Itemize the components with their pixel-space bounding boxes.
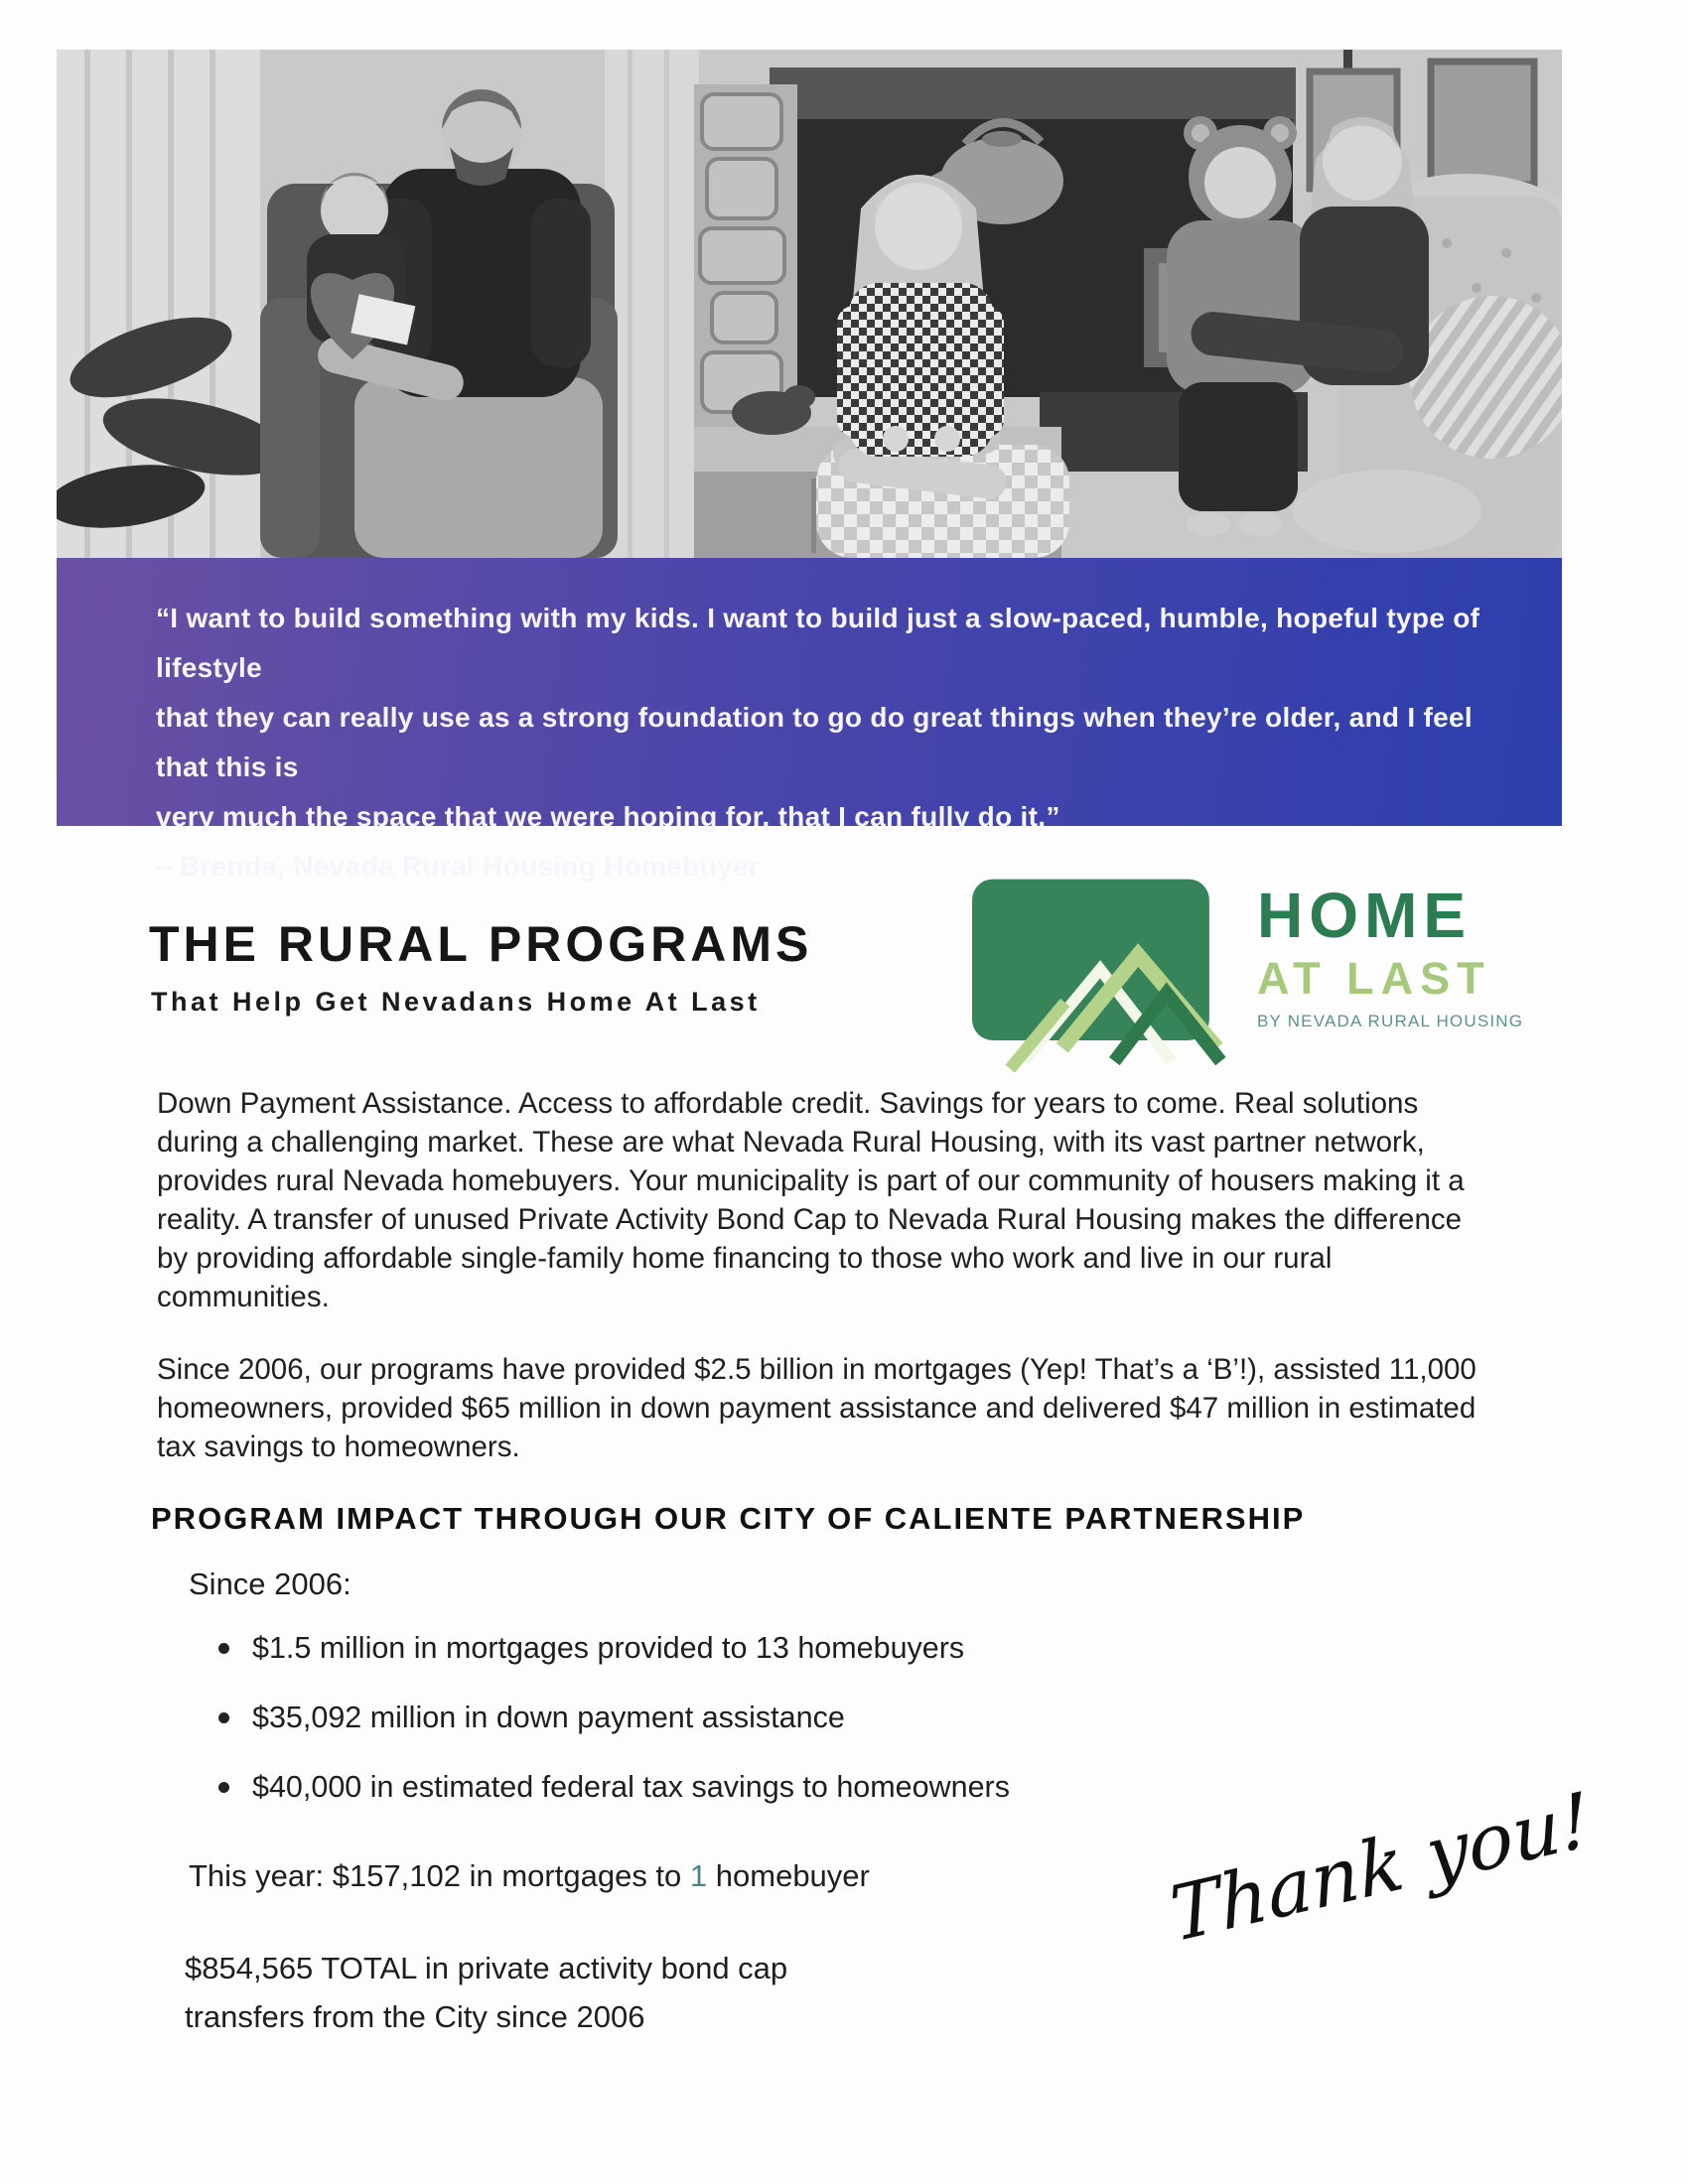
list-item (216, 1769, 1010, 1805)
page-subtitle: That Help Get Nevadans Home At Last (151, 987, 761, 1017)
impact-heading: PROGRAM IMPACT THROUGH OUR CITY OF CALIENTE PARTNERSHIP (151, 1501, 1306, 1536)
this-year-prefix: This year: $157,102 in mortgages to (189, 1858, 690, 1893)
intro-paragraph: Down Payment Assistance. Access to affordable credit. Savings for years to come. Real solutions during a challenging market. These are what Nevada Rural Housing, with its vast partner network, provides rural Nevada homebuyers. Your municipality is part of our community of housers making it a reality. A transfer of unused Private Activity Bond Cap to Nevada Rural Housing makes the difference by providing affordable single-family home financing to those who work and live in our rural communities. (157, 1087, 1465, 1313)
list-item (216, 1630, 1010, 1666)
page-title: THE RURAL PROGRAMS (149, 916, 813, 972)
impact-bullet-list (216, 1630, 1010, 1839)
bullet-text: $1.5 million in mortgages provided to 13 homebuyers (252, 1631, 965, 1665)
list-item (216, 1700, 1010, 1735)
roof-icon (972, 879, 1228, 1075)
home-at-last-logo-icon (972, 879, 1228, 1075)
family-photo-illustration (57, 50, 1562, 558)
family-photo (57, 50, 1562, 558)
this-year-line (189, 1858, 870, 1894)
quote-attribution: – Brenda, Nevada Rural Housing Homebuyer (156, 851, 760, 882)
quote-line-3: very much the space that we were hoping for, that I can fully do it.” (156, 801, 1060, 832)
logo-at-last-text: AT LAST (1257, 953, 1491, 1004)
logo-home-text: HOME (1257, 880, 1472, 951)
bullet-text: $40,000 in estimated federal tax savings to homeowners (252, 1770, 1010, 1804)
quote-banner (57, 558, 1562, 882)
quote-line-2: that they can really use as a strong foundation to go do great things when they’re older, and I feel that this is (156, 702, 1473, 782)
bullet-text: $35,092 million in down payment assistance (252, 1701, 845, 1734)
since-label: Since 2006: (189, 1567, 352, 1601)
this-year-suffix: homebuyer (707, 1858, 870, 1893)
homebuyer-count: 1 (689, 1858, 708, 1893)
total-transfers-line: $854,565 TOTAL in private activity bond cap transfers from the City since 2006 (185, 1951, 788, 2034)
since-2006-paragraph: Since 2006, our programs have provided $2.5 billion in mortgages (Yep! That’s a ‘B’!), assisted 11,000 homeowners, provided $65 million in down payment assistance and delivered $47 million in estimated tax savings to homeowners. (157, 1353, 1477, 1463)
home-at-last-logo (1257, 880, 1555, 1030)
thank-you-script: Thank you! (1165, 1774, 1596, 1960)
quote-line-1: “I want to build something with my kids. I want to build just a slow-paced, humble, hopeful type of lifestyle (156, 603, 1480, 683)
logo-byline-text: BY NEVADA RURAL HOUSING (1257, 1012, 1524, 1030)
